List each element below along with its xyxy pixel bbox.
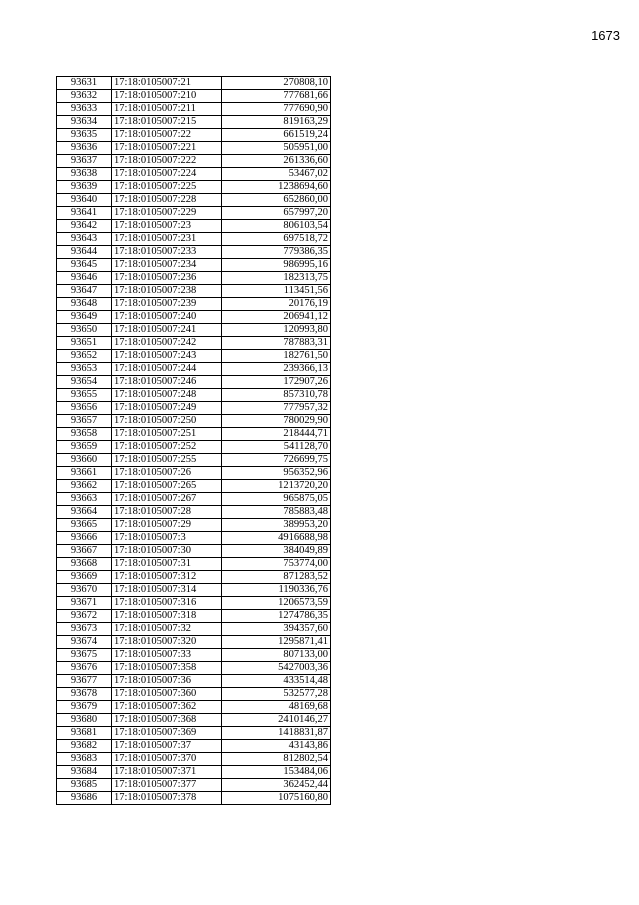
cadastral-number: 17:18:0105007:33 [112,649,222,662]
table-row [57,168,331,181]
row-number: 93644 [57,246,112,259]
cadastral-number: 17:18:0105007:360 [112,688,222,701]
cadastral-number: 17:18:0105007:238 [112,285,222,298]
cadastral-number: 17:18:0105007:210 [112,90,222,103]
table-row [57,571,331,584]
value: 806103,54 [222,220,331,233]
table-row [57,792,331,805]
table-row [57,324,331,337]
value: 5427003,36 [222,662,331,675]
value: 807133,00 [222,649,331,662]
table-row [57,142,331,155]
cadastral-number: 17:18:0105007:240 [112,311,222,324]
table-row [57,623,331,636]
value: 857310,78 [222,389,331,402]
row-number: 93673 [57,623,112,636]
value: 362452,44 [222,779,331,792]
value: 384049,89 [222,545,331,558]
row-number: 93654 [57,376,112,389]
row-number: 93656 [57,402,112,415]
cadastral-number: 17:18:0105007:241 [112,324,222,337]
cadastral-number: 17:18:0105007:211 [112,103,222,116]
table-row [57,688,331,701]
value: 53467,02 [222,168,331,181]
table-row [57,337,331,350]
row-number: 93647 [57,285,112,298]
cadastral-number: 17:18:0105007:251 [112,428,222,441]
cadastral-number: 17:18:0105007:250 [112,415,222,428]
row-number: 93633 [57,103,112,116]
row-number: 93643 [57,233,112,246]
table-row [57,519,331,532]
value: 20176,19 [222,298,331,311]
row-number: 93679 [57,701,112,714]
row-number: 93684 [57,766,112,779]
table-row [57,610,331,623]
value: 785883,48 [222,506,331,519]
row-number: 93664 [57,506,112,519]
value: 206941,12 [222,311,331,324]
value: 48169,68 [222,701,331,714]
table-row [57,350,331,363]
row-number: 93636 [57,142,112,155]
cadastral-number: 17:18:0105007:316 [112,597,222,610]
table-row [57,194,331,207]
row-number: 93650 [57,324,112,337]
row-number: 93651 [57,337,112,350]
cadastral-number: 17:18:0105007:252 [112,441,222,454]
value: 261336,60 [222,155,331,168]
value: 661519,24 [222,129,331,142]
table-row [57,428,331,441]
cadastral-number: 17:18:0105007:370 [112,753,222,766]
cadastral-number: 17:18:0105007:231 [112,233,222,246]
table-row [57,129,331,142]
row-number: 93681 [57,727,112,740]
value: 787883,31 [222,337,331,350]
row-number: 93672 [57,610,112,623]
row-number: 93685 [57,779,112,792]
value: 182761,50 [222,350,331,363]
row-number: 93657 [57,415,112,428]
table-row [57,753,331,766]
value: 871283,52 [222,571,331,584]
row-number: 93639 [57,181,112,194]
cadastral-number: 17:18:0105007:29 [112,519,222,532]
table-row [57,155,331,168]
row-number: 93648 [57,298,112,311]
value: 652860,00 [222,194,331,207]
cadastral-number: 17:18:0105007:378 [112,792,222,805]
value: 389953,20 [222,519,331,532]
table-row [57,311,331,324]
cadastral-number: 17:18:0105007:246 [112,376,222,389]
value: 1075160,80 [222,792,331,805]
value: 812802,54 [222,753,331,766]
value: 777690,90 [222,103,331,116]
value: 532577,28 [222,688,331,701]
row-number: 93645 [57,259,112,272]
table-row [57,636,331,649]
cadastral-number: 17:18:0105007:248 [112,389,222,402]
value: 1238694,60 [222,181,331,194]
value: 120993,80 [222,324,331,337]
cadastral-number: 17:18:0105007:26 [112,467,222,480]
row-number: 93649 [57,311,112,324]
row-number: 93677 [57,675,112,688]
value: 697518,72 [222,233,331,246]
cadastral-number: 17:18:0105007:234 [112,259,222,272]
row-number: 93662 [57,480,112,493]
table-row [57,597,331,610]
row-number: 93637 [57,155,112,168]
row-number: 93683 [57,753,112,766]
table-row [57,77,331,90]
row-number: 93676 [57,662,112,675]
value: 4916688,98 [222,532,331,545]
cadastral-number: 17:18:0105007:255 [112,454,222,467]
table-row [57,285,331,298]
row-number: 93634 [57,116,112,129]
table-row [57,480,331,493]
cadastral-number: 17:18:0105007:3 [112,532,222,545]
table-row [57,701,331,714]
table-row [57,779,331,792]
row-number: 93682 [57,740,112,753]
row-number: 93678 [57,688,112,701]
table-row [57,181,331,194]
value: 965875,05 [222,493,331,506]
cadastral-number: 17:18:0105007:249 [112,402,222,415]
table-row [57,714,331,727]
cadastral-number: 17:18:0105007:239 [112,298,222,311]
value: 541128,70 [222,441,331,454]
table-row [57,259,331,272]
cadastral-number: 17:18:0105007:225 [112,181,222,194]
value: 726699,75 [222,454,331,467]
cadastral-number: 17:18:0105007:229 [112,207,222,220]
cadastral-number: 17:18:0105007:32 [112,623,222,636]
row-number: 93659 [57,441,112,454]
cadastral-number: 17:18:0105007:28 [112,506,222,519]
cadastral-number: 17:18:0105007:358 [112,662,222,675]
table-row [57,740,331,753]
cadastral-number: 17:18:0105007:377 [112,779,222,792]
page-number: 1673 [591,28,620,43]
value: 657997,20 [222,207,331,220]
table-row [57,220,331,233]
cadastral-number: 17:18:0105007:312 [112,571,222,584]
table-row [57,441,331,454]
table-row [57,649,331,662]
value: 394357,60 [222,623,331,636]
row-number: 93675 [57,649,112,662]
value: 113451,56 [222,285,331,298]
cadastral-number: 17:18:0105007:215 [112,116,222,129]
table-row [57,493,331,506]
row-number: 93642 [57,220,112,233]
cadastral-number: 17:18:0105007:318 [112,610,222,623]
cadastral-number: 17:18:0105007:36 [112,675,222,688]
cadastral-number: 17:18:0105007:221 [112,142,222,155]
value: 1418831,87 [222,727,331,740]
value: 819163,29 [222,116,331,129]
value: 270808,10 [222,77,331,90]
table-row [57,207,331,220]
cadastral-number: 17:18:0105007:371 [112,766,222,779]
row-number: 93680 [57,714,112,727]
cadastral-number: 17:18:0105007:244 [112,363,222,376]
cadastral-number: 17:18:0105007:369 [112,727,222,740]
row-number: 93653 [57,363,112,376]
table-row [57,272,331,285]
row-number: 93640 [57,194,112,207]
value: 777957,32 [222,402,331,415]
row-number: 93671 [57,597,112,610]
value: 1190336,76 [222,584,331,597]
value: 1213720,20 [222,480,331,493]
row-number: 93670 [57,584,112,597]
value: 172907,26 [222,376,331,389]
row-number: 93641 [57,207,112,220]
table-row [57,766,331,779]
cadastral-number: 17:18:0105007:362 [112,701,222,714]
table-row [57,402,331,415]
value: 1295871,41 [222,636,331,649]
cadastral-number: 17:18:0105007:22 [112,129,222,142]
value: 1274786,35 [222,610,331,623]
table-row [57,584,331,597]
value: 779386,35 [222,246,331,259]
row-number: 93660 [57,454,112,467]
value: 153484,06 [222,766,331,779]
cadastral-number: 17:18:0105007:368 [112,714,222,727]
cadastral-number: 17:18:0105007:242 [112,337,222,350]
row-number: 93646 [57,272,112,285]
cadastral-number: 17:18:0105007:233 [112,246,222,259]
table-row [57,116,331,129]
row-number: 93631 [57,77,112,90]
table-row [57,467,331,480]
value: 218444,71 [222,428,331,441]
cadastral-number: 17:18:0105007:265 [112,480,222,493]
table-row [57,727,331,740]
row-number: 93667 [57,545,112,558]
row-number: 93663 [57,493,112,506]
table-row [57,389,331,402]
value: 956352,96 [222,467,331,480]
cadastral-number: 17:18:0105007:228 [112,194,222,207]
cadastral-number: 17:18:0105007:30 [112,545,222,558]
table-row [57,662,331,675]
value: 986995,16 [222,259,331,272]
row-number: 93669 [57,571,112,584]
row-number: 93674 [57,636,112,649]
cadastral-number: 17:18:0105007:224 [112,168,222,181]
row-number: 93658 [57,428,112,441]
row-number: 93655 [57,389,112,402]
cadastral-number: 17:18:0105007:314 [112,584,222,597]
value: 2410146,27 [222,714,331,727]
table-row [57,103,331,116]
cadastral-number: 17:18:0105007:243 [112,350,222,363]
value: 780029,90 [222,415,331,428]
row-number: 93666 [57,532,112,545]
value: 753774,00 [222,558,331,571]
cadastral-number: 17:18:0105007:37 [112,740,222,753]
cadastral-number: 17:18:0105007:31 [112,558,222,571]
table-row [57,558,331,571]
row-number: 93665 [57,519,112,532]
row-number: 93652 [57,350,112,363]
table-row [57,454,331,467]
table-row [57,415,331,428]
table-row [57,363,331,376]
table-row [57,376,331,389]
row-number: 93668 [57,558,112,571]
cadastral-number: 17:18:0105007:222 [112,155,222,168]
table-row [57,90,331,103]
cadastral-number: 17:18:0105007:267 [112,493,222,506]
row-number: 93661 [57,467,112,480]
value: 182313,75 [222,272,331,285]
cadastral-number: 17:18:0105007:236 [112,272,222,285]
table-body [57,77,331,805]
row-number: 93686 [57,792,112,805]
row-number: 93632 [57,90,112,103]
table-row [57,233,331,246]
cadastral-number: 17:18:0105007:23 [112,220,222,233]
table-row [57,675,331,688]
cadastral-number: 17:18:0105007:21 [112,77,222,90]
table-row [57,506,331,519]
data-table [56,76,331,805]
table-row [57,298,331,311]
value: 239366,13 [222,363,331,376]
cadastral-number: 17:18:0105007:320 [112,636,222,649]
value: 433514,48 [222,675,331,688]
table-row [57,545,331,558]
value: 505951,00 [222,142,331,155]
value: 43143,86 [222,740,331,753]
table-row [57,246,331,259]
value: 1206573,59 [222,597,331,610]
row-number: 93635 [57,129,112,142]
table-row [57,532,331,545]
value: 777681,66 [222,90,331,103]
row-number: 93638 [57,168,112,181]
